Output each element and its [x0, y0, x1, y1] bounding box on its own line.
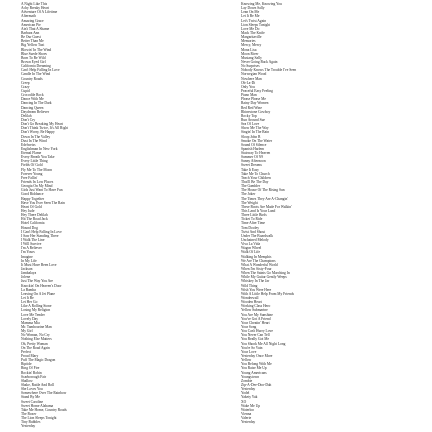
song-title: Piano Man — [241, 93, 257, 98]
song-title: Jolene — [21, 275, 31, 280]
song-title: You Shook Me All Night Long — [241, 341, 286, 346]
song-title: Hit The Road Jack — [21, 217, 48, 222]
song-title: Tom Dooley — [241, 225, 260, 230]
song-title: Rockin' Robin — [21, 370, 42, 375]
song-title: Don't Worry, Be Happy — [21, 130, 55, 135]
song-title: Dancing In The Dark — [21, 101, 52, 106]
song-title: Hey Jude — [21, 209, 35, 214]
song-title: Your Cheatin' Heart — [241, 320, 270, 325]
song-title: Candle In The Wind — [21, 72, 51, 77]
song-title: Norwegian Wood — [241, 72, 267, 77]
song-title: Hey There Delilah — [21, 213, 48, 218]
song-title: You've Got A Friend — [241, 316, 271, 321]
song-title: On The Road Again — [21, 345, 50, 350]
song-title: Hound Dog — [21, 225, 38, 230]
song-title: Barbara Ann — [21, 30, 40, 35]
song-title: Daydream Believer — [21, 109, 50, 114]
song-title: Yesterday — [241, 387, 256, 392]
song-title: Girls Just Want To Have Fun — [21, 188, 63, 193]
song-title: Mamma Mia — [21, 320, 40, 325]
song-title: Every Little Thing — [21, 159, 48, 164]
song-title: When The Saints Go Marching In — [241, 271, 290, 276]
song-title: Yellow — [241, 358, 252, 363]
song-title: This Land Is Your Land — [241, 209, 276, 214]
song-title: Ain't That A Shame — [21, 26, 50, 31]
song-title: Young Americans — [241, 370, 267, 375]
song-title: Edelweiss — [21, 142, 36, 147]
song-title: Blowin' In The Wind — [21, 47, 52, 52]
song-title: American Pie — [21, 22, 41, 27]
song-title: Lean On Me — [241, 10, 260, 15]
song-title: Don't Cry — [21, 117, 36, 122]
song-title: Scarborough Fair — [21, 374, 47, 379]
song-title: Lay Down Sally — [241, 6, 265, 11]
song-title: Red Red Wine — [241, 105, 262, 110]
song-title: Sea Of Love — [241, 122, 260, 127]
song-title: Wonderwall — [241, 295, 259, 300]
song-title: You Can't Hurry Love — [241, 329, 273, 334]
song-title: Please Please Me — [241, 97, 266, 102]
song-title: I'm Yours — [21, 250, 35, 255]
song-title: Jambalaya — [21, 271, 37, 276]
song-title: Just The Way You Are — [21, 279, 54, 284]
song-title: Wish You Were Here — [241, 287, 272, 292]
song-title: She Loves You — [21, 387, 43, 392]
song-title: Take It Easy — [241, 167, 259, 172]
song-title: Vienna — [241, 411, 252, 416]
song-title: Rhinestone Cowboy — [241, 109, 271, 114]
song-title: Take Me To Church — [241, 171, 270, 176]
song-title: Knowing Me, Knowing You — [241, 2, 282, 6]
song-title: The Weight — [241, 200, 258, 205]
song-title: Lion Sleeps Tonight — [241, 22, 271, 27]
song-title: Leaving On A Jet Plane — [21, 291, 55, 296]
song-title: California Dreaming — [21, 64, 51, 69]
song-title: Wild Thing — [241, 283, 258, 288]
song-title: Jackson — [21, 267, 33, 271]
song-title: You Are My Sunshine — [241, 312, 273, 317]
song-list-right-column — [222, 2, 430, 424]
song-title: Have You Ever Seen The Rain — [21, 200, 65, 205]
song-title: The Times They Are A-Changin' — [241, 196, 288, 201]
song-title: Perfect — [21, 349, 32, 354]
song-title: Mercy, Mercy — [241, 43, 262, 48]
song-title: Ob-La-Di — [241, 80, 256, 85]
song-title: The Gambler — [241, 184, 261, 189]
song-title: When I'm Sixty-Four — [241, 267, 272, 271]
song-title: Sweet Caroline — [21, 399, 44, 404]
song-title: Dust In The Wind — [21, 138, 47, 143]
song-title: Yesterday — [241, 420, 256, 425]
song-title: The House Of The Rising Sun — [241, 188, 285, 193]
song-title: Margaritaville — [241, 35, 262, 40]
song-title: Zombie — [241, 378, 253, 383]
song-title: Down In The Valley — [21, 134, 51, 139]
song-title: The Joker — [241, 192, 256, 197]
song-title: Show Me The Way — [241, 126, 269, 131]
song-title: Yellow Submarine — [241, 308, 268, 313]
song-title: Sunny Afternoon — [241, 159, 266, 164]
song-title: Every Breath You Take — [21, 155, 55, 160]
song-title: Aftermath — [21, 14, 36, 19]
song-list-item — [2, 424, 212, 428]
song-title: Mustang Sally — [241, 55, 262, 60]
song-title: Born To Be Wild — [21, 55, 46, 60]
song-title: Stairway To Heaven — [241, 151, 271, 156]
song-title: While My Guitar Gently Weeps — [241, 275, 287, 280]
song-title: Viva La Vida — [241, 242, 261, 247]
song-title: Don't Go Breaking My Heart — [21, 122, 63, 127]
song-title: Rainy Day Women — [241, 101, 269, 106]
song-title: Waterloo — [241, 407, 255, 412]
song-title: In My Life — [21, 258, 37, 263]
song-title: You're So Vain — [241, 345, 263, 350]
song-title: Big Yellow Taxi — [21, 43, 45, 48]
song-title: Losing My Religion — [21, 308, 51, 313]
song-title: Better Than Me — [21, 39, 44, 44]
song-title: Free Fallin' — [21, 175, 38, 180]
song-title: Mack The Knife — [241, 30, 265, 35]
song-list-left-column — [2, 2, 212, 428]
song-title: Englishman In New York — [21, 146, 58, 151]
song-title: Let It Be — [21, 295, 34, 300]
song-title: Never Going Back Again — [241, 59, 278, 64]
song-title: I Saw Her Standing There — [21, 233, 59, 238]
song-title: Tiny Bubbles — [21, 420, 41, 425]
song-title: Ring Of Fire — [21, 366, 40, 371]
song-title: Working Class Hero — [241, 304, 271, 309]
song-title: La Bamba — [21, 287, 36, 292]
song-title: The Boxer — [21, 411, 37, 416]
song-title: Let Her Go — [21, 300, 38, 305]
song-title: Smoke On The Water — [241, 138, 273, 143]
song-title: Heart Of Gold — [21, 204, 42, 209]
song-title: Mona Lisa — [241, 47, 257, 52]
song-title: Mr. Tambourine Man — [21, 324, 52, 329]
song-title: Your Song — [241, 324, 257, 329]
song-title: Forever Young — [21, 171, 43, 176]
song-title: Moon River — [241, 51, 259, 56]
song-title: You Really Got Me — [241, 337, 270, 342]
song-title: Hotel California — [21, 221, 45, 226]
song-title: Yodel — [241, 391, 250, 396]
song-title: Georgia On My Mind — [21, 184, 53, 189]
song-title: Peaceful Easy Feeling — [241, 88, 273, 93]
song-title: Lovely Day — [21, 316, 39, 321]
song-title: Valerie — [241, 416, 252, 421]
song-title: Summer Of '69 — [241, 155, 264, 160]
song-title: Creep — [21, 80, 30, 85]
song-title: Adventure Of A Lifetime — [21, 10, 58, 15]
song-title: Oh, Pretty Woman — [21, 341, 48, 346]
song-title: Wake Me Up — [241, 403, 261, 408]
song-title: Dancing Queen — [21, 105, 44, 110]
song-title: Good Riddance — [21, 192, 44, 197]
song-title: Memories — [241, 39, 256, 44]
song-title: Sweet Dreams — [241, 163, 262, 168]
song-title: Delilah — [21, 113, 32, 118]
song-title: Walk Of Life — [241, 250, 261, 255]
song-title: Whiskey In The Jar — [241, 279, 270, 284]
song-title: Walking In Memphis — [241, 254, 272, 259]
song-list-item — [222, 420, 430, 424]
song-title: XO — [241, 399, 247, 404]
song-title: You Never Can Tell — [241, 333, 270, 338]
song-title: Nowhere Man — [241, 76, 262, 81]
song-title: Crocodile Rock — [21, 93, 44, 98]
song-title: I Will Survive — [21, 242, 42, 247]
song-title: Puff The Magic Dragon — [21, 358, 56, 363]
song-title: Stand By Me — [21, 395, 40, 400]
song-title: Love Me Tender — [21, 312, 45, 317]
song-title: I Can't Help Falling In Love — [21, 229, 62, 234]
song-title: What A Wonderful World — [241, 262, 278, 267]
song-title: Zip-A-Dee-Doo-Dah — [241, 382, 272, 387]
song-title: Dance With Me — [21, 97, 44, 102]
song-title: Wagon Wheel — [241, 246, 262, 251]
song-title: Shallow — [21, 378, 33, 383]
song-title: Unchained Melody — [241, 238, 269, 243]
song-title: Wooden Heart — [241, 300, 262, 305]
song-title: Your Love — [241, 349, 257, 354]
song-title: Under The Boardwalk — [241, 233, 274, 238]
song-title: With A Little Help From My Friends — [241, 291, 294, 296]
song-title: That'll Be The Day — [241, 180, 269, 185]
song-title: Imagine — [21, 254, 33, 259]
song-title: No Woman, No Cry — [21, 333, 50, 338]
song-title: Let It Be Me — [241, 14, 260, 19]
song-title: Love Me Do — [241, 26, 260, 31]
song-title: Blue Suede Shoes — [21, 51, 47, 56]
song-title: I Walk The Line — [21, 238, 45, 243]
song-title: My Girl — [21, 329, 33, 334]
song-title: The Lion Sleeps Tonight — [21, 416, 57, 421]
song-title: These Boots Are Made For Walkin' — [241, 204, 292, 209]
song-title: Don't Think Twice, It's All Right — [21, 126, 69, 131]
song-title: Knockin' On Heaven's Door — [21, 283, 62, 288]
song-title: Can't Help Falling In Love — [21, 68, 60, 73]
song-title: You Raise Me Up — [241, 366, 267, 371]
song-title: Sound Of Silence — [241, 142, 267, 147]
song-title: Rocky Top — [241, 113, 257, 118]
song-title: Time After Time — [241, 221, 266, 226]
song-title: No Surprises — [241, 64, 260, 69]
song-title: Riptide — [21, 362, 32, 367]
song-title: Nothing Else Matters — [21, 337, 52, 342]
song-title: Youngstown — [241, 374, 260, 379]
song-title: Sloop John B — [241, 134, 261, 139]
song-title: Spanish Harlem — [241, 146, 265, 151]
song-title: Singin' In The Rain — [241, 130, 270, 135]
song-title: Like A Rolling Stone — [21, 304, 52, 309]
song-title: Proud Mary — [21, 353, 39, 358]
song-title: Sweet Home Alabama — [21, 403, 54, 408]
song-title: Achy Breaky Heart — [21, 6, 49, 11]
song-title: Yakety Yak — [241, 395, 258, 400]
song-title: Yesterday — [21, 424, 36, 429]
song-title: Twist And Shout — [241, 229, 266, 234]
song-title: You Belong With Me — [241, 362, 272, 367]
song-title: We Are The Champions — [241, 258, 276, 263]
song-title: Ticket To Ride — [241, 217, 263, 222]
song-title: Fly Me To The Moon — [21, 167, 52, 172]
song-title: Let's Twist Again — [241, 18, 267, 23]
song-title: Nobody Knows The Trouble I've Seen — [241, 68, 297, 73]
song-title: Only You — [241, 84, 255, 89]
song-title: Take Me Home, Country Roads — [21, 407, 67, 412]
song-title: Shake, Rattle And Roll — [21, 382, 55, 387]
song-title: Run Around Sue — [241, 117, 265, 122]
song-title: A Night Like This — [21, 2, 48, 6]
song-title: Eternal Flame — [21, 151, 42, 156]
song-title: Yesterday Once More — [241, 353, 273, 358]
song-title: Amazing Grace — [21, 18, 44, 23]
song-title: Teach Your Children — [241, 175, 271, 180]
song-title: Happy Together — [21, 196, 45, 201]
song-title: Three Little Birds — [241, 213, 267, 218]
song-title: It Must Have Been Love — [21, 262, 57, 267]
song-title: Country Roads — [21, 76, 43, 81]
song-title: Crazy — [21, 84, 30, 89]
song-title: Fields Of Gold — [21, 163, 43, 168]
song-title: Brown Eyed Girl — [21, 59, 46, 64]
song-title: Friends In Low Places — [21, 180, 54, 185]
song-title: Cupid — [21, 88, 30, 93]
song-title: Be Our Guest — [21, 35, 41, 40]
song-title: Somewhere Over The Rainbow — [21, 391, 67, 396]
song-title: I'm A Believer — [21, 246, 42, 251]
